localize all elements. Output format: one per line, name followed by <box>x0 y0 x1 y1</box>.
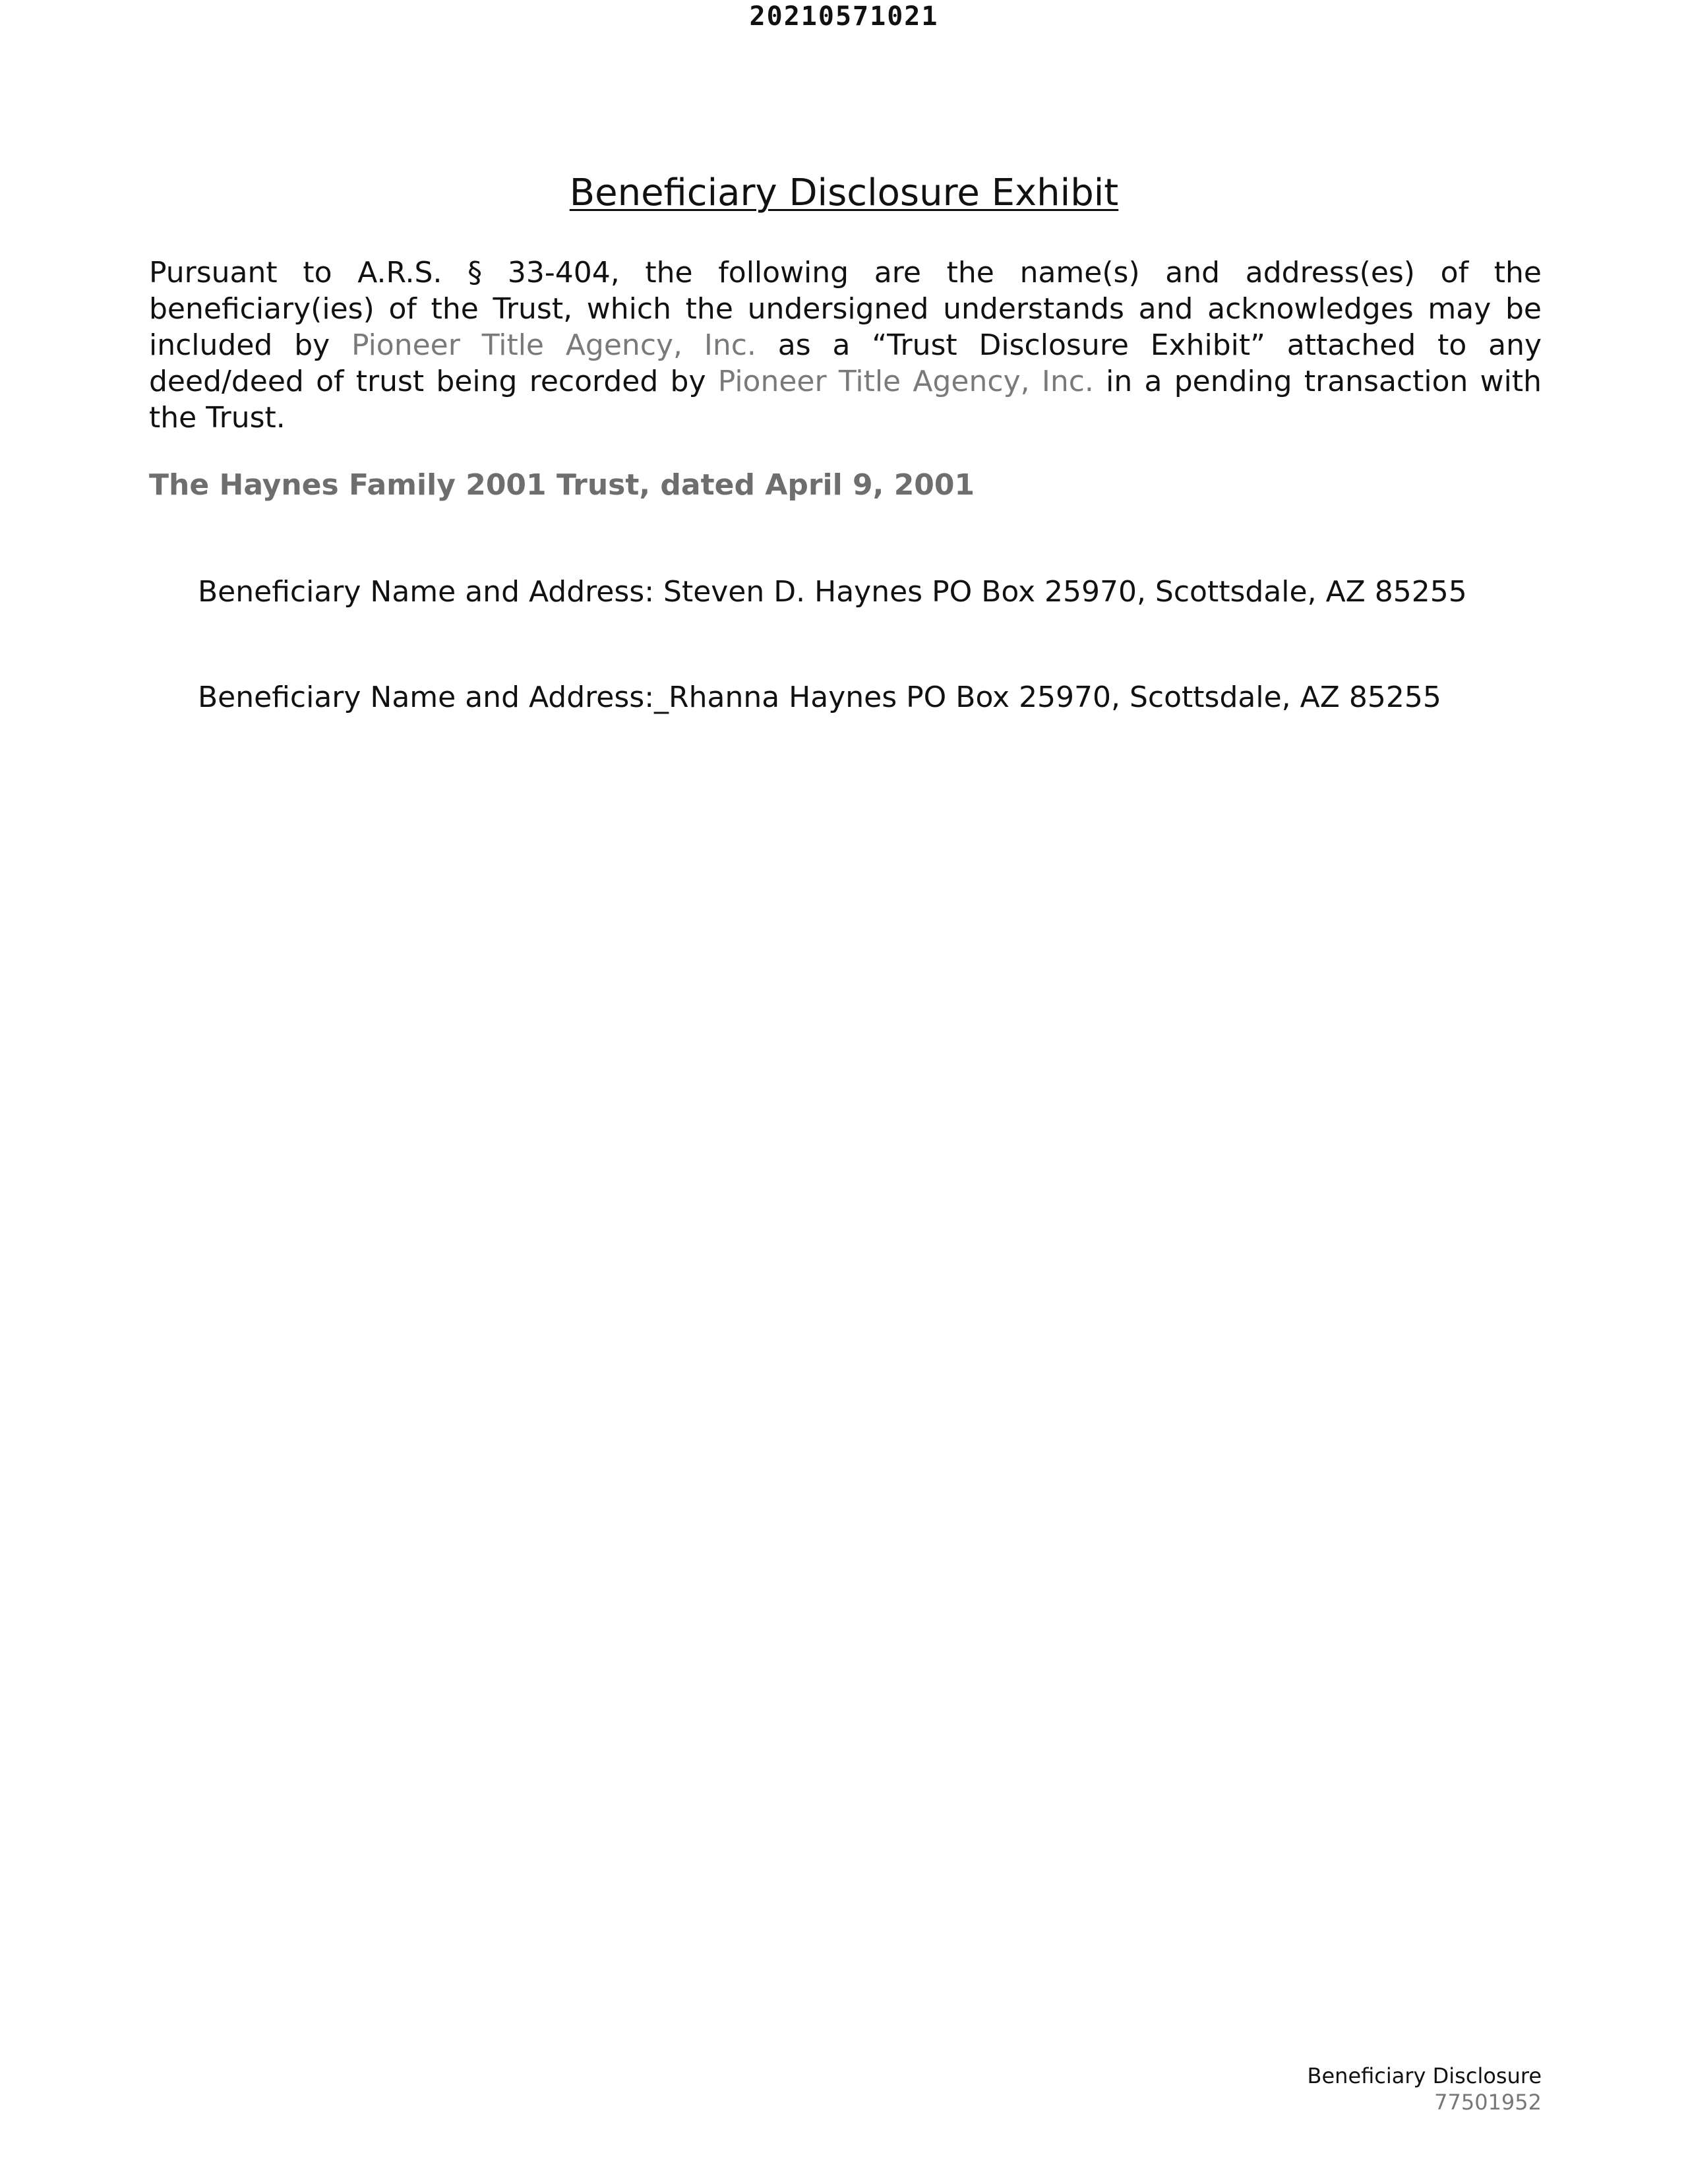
beneficiary-line-1: Beneficiary Name and Address: Steven D. Haynes PO Box 25970, Scottsdale, AZ 85255 <box>198 575 1467 609</box>
intro-paragraph <box>149 255 1542 436</box>
document-title: Beneficiary Disclosure Exhibit <box>569 171 1119 214</box>
footer <box>1308 2063 1542 2115</box>
footer-label: Beneficiary Disclosure <box>1307 2063 1542 2088</box>
trust-name: The Haynes Family 2001 Trust, dated April 9, 2001 <box>149 468 975 502</box>
agency-name-1: Pioneer Title Agency, Inc. <box>351 328 756 362</box>
intro-text-2: as a “Trust Disclosure Exhibit” attached to any deed/deed of trust being recorded by <box>149 328 1542 398</box>
intro-text-3: in a pending transaction with the Trust. <box>149 365 1542 435</box>
agency-name-2: Pioneer Title Agency, Inc. <box>717 365 1094 398</box>
beneficiary-line-2: Beneficiary Name and Address:_Rhanna Haynes PO Box 25970, Scottsdale, AZ 85255 <box>198 681 1441 714</box>
recording-number: 20210571021 <box>749 1 939 32</box>
footer-number: 77501952 <box>1434 2090 1542 2115</box>
intro-text-1: Pursuant to A.R.S. § 33-404, the following are the name(s) and address(es) of the beneficiary(ies) of the Trust, which the undersigned understands and acknowledges may be included by <box>149 256 1542 362</box>
